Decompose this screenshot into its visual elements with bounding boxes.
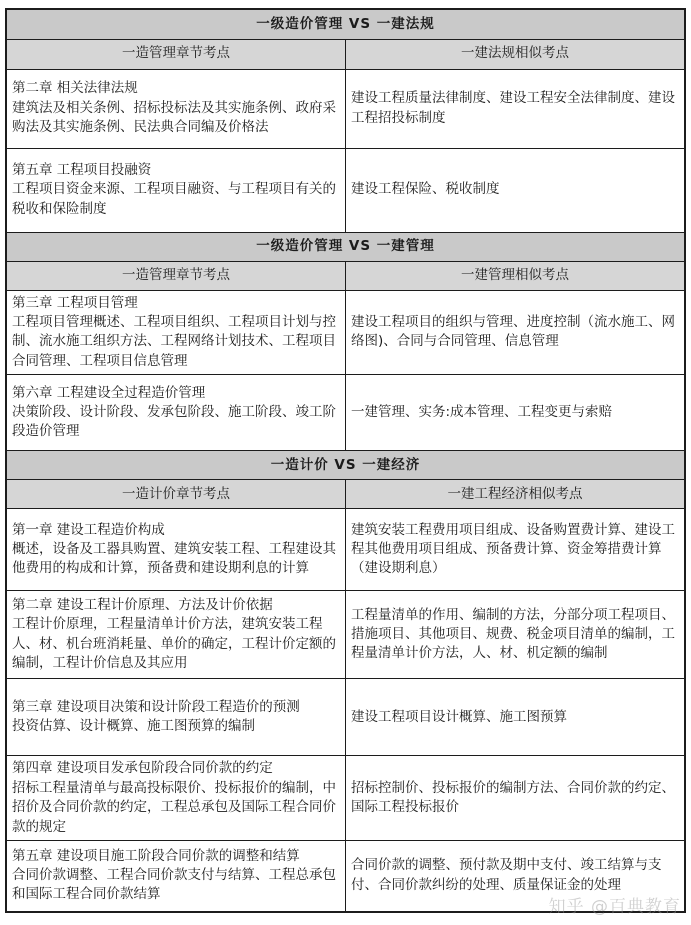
chapter-topics: 概述，设备及工器具购置、建筑安装工程、工程建设其他费用的构成和计算，预备费和建设期利息的计算 (12, 541, 336, 577)
chapter-topics: 招标工程量清单与最高投标限价、投标报价的编制，中招价及合同价款的约定，工程总承包及国际工程合同价款的规定 (12, 779, 336, 835)
chapter-title: 第一章 建设工程造价构成 (12, 521, 165, 538)
table-row (6, 290, 685, 375)
comparison-table (5, 8, 686, 913)
chapter-topics: 工程项目资金来源、工程项目融资、与工程项目有关的税收和保险制度 (12, 181, 336, 217)
similar-points-cell: 招标控制价、投标报价的编制方法、合同价款的约定、国际工程投标报价 (346, 756, 686, 841)
comparison-table-wrapper (5, 8, 686, 913)
table-row (6, 679, 685, 756)
table-row (6, 756, 685, 841)
chapter-title: 第四章 建设项目发承包阶段合同价款的约定 (12, 760, 273, 777)
column-header-right: 一建工程经济相似考点 (346, 480, 686, 509)
chapter-topics: 投资估算、设计概算、施工图预算的编制 (12, 718, 255, 735)
chapter-cell (6, 290, 346, 375)
chapter-cell (6, 148, 346, 232)
chapter-cell (6, 679, 346, 756)
table-row (6, 375, 685, 451)
chapter-title: 第二章 建设工程计价原理、方法及计价依据 (12, 596, 273, 613)
chapter-title: 第六章 工程建设全过程造价管理 (12, 384, 206, 401)
similar-points-cell: 建设工程质量法律制度、建设工程安全法律制度、建设工程招投标制度 (346, 69, 686, 148)
table-row (6, 591, 685, 679)
table-row (6, 148, 685, 232)
similar-points-cell: 建设工程保险、税收制度 (346, 148, 686, 232)
chapter-topics: 工程项目管理概述、工程项目组织、工程项目计划与控制、流水施工组织方法、工程网络计划技术、工程项目合同管理、工程项目信息管理 (12, 313, 336, 369)
chapter-cell (6, 375, 346, 451)
column-header-left: 一造管理章节考点 (6, 39, 346, 69)
column-header-left: 一造管理章节考点 (6, 261, 346, 290)
chapter-title: 第三章 工程项目管理 (12, 294, 138, 311)
chapter-topics: 决策阶段、设计阶段、发承包阶段、施工阶段、竣工阶段造价管理 (12, 404, 336, 440)
similar-points-cell: 建设工程项目设计概算、施工图预算 (346, 679, 686, 756)
chapter-topics: 建筑法及相关条例、招标投标法及其实施条例、政府采购法及其实施条例、民法典合同编及价格法 (12, 99, 336, 136)
chapter-cell (6, 756, 346, 841)
table-row (6, 69, 685, 148)
chapter-cell (6, 841, 346, 912)
table-row (6, 841, 685, 912)
similar-points-cell: 建筑安装工程费用项目组成、设备购置费计算、建设工程其他费用项目组成、预备费计算、资金筹措费计算（建设期利息） (346, 509, 686, 591)
column-header-left: 一造计价章节考点 (6, 480, 346, 509)
chapter-cell (6, 509, 346, 591)
column-header-right: 一建管理相似考点 (346, 261, 686, 290)
chapter-title: 第五章 工程项目投融资 (12, 161, 152, 178)
chapter-cell (6, 69, 346, 148)
chapter-title: 第二章 相关法律法规 (12, 80, 138, 97)
similar-points-cell: 建设工程项目的组织与管理、进度控制（流水施工、网络图)、合同与合同管理、信息管理 (346, 290, 686, 375)
section-title: 一造计价 VS 一建经济 (6, 451, 685, 480)
similar-points-cell: 工程量清单的作用、编制的方法，分部分项工程项目、措施项目、其他项目、规费、税金项目清单的编制，工程量清单计价方法，人、材、机定额的编制 (346, 591, 686, 679)
chapter-cell (6, 591, 346, 679)
column-header-right: 一建法规相似考点 (346, 39, 686, 69)
chapter-title: 第五章 建设项目施工阶段合同价款的调整和结算 (12, 847, 300, 864)
section-title: 一级造价管理 VS 一建法规 (6, 9, 685, 39)
zhihu-watermark: 知乎 @百典教育 (548, 897, 681, 917)
chapter-topics: 合同价款调整、工程合同价款支付与结算、工程总承包和国际工程合同价款结算 (12, 867, 336, 903)
chapter-title: 第三章 建设项目决策和设计阶段工程造价的预测 (12, 698, 300, 715)
table-row (6, 509, 685, 591)
similar-points-cell: 合同价款的调整、预付款及期中支付、竣工结算与支付、合同价款纠纷的处理、质量保证金的处理 (346, 841, 686, 912)
section-title: 一级造价管理 VS 一建管理 (6, 232, 685, 261)
similar-points-cell: 一建管理、实务:成本管理、工程变更与索赔 (346, 375, 686, 451)
chapter-topics: 工程计价原理，工程量清单计价方法，建筑安装工程人、材、机台班消耗量、单价的确定，工程计价定额的编制，工程计价信息及其应用 (12, 616, 336, 672)
